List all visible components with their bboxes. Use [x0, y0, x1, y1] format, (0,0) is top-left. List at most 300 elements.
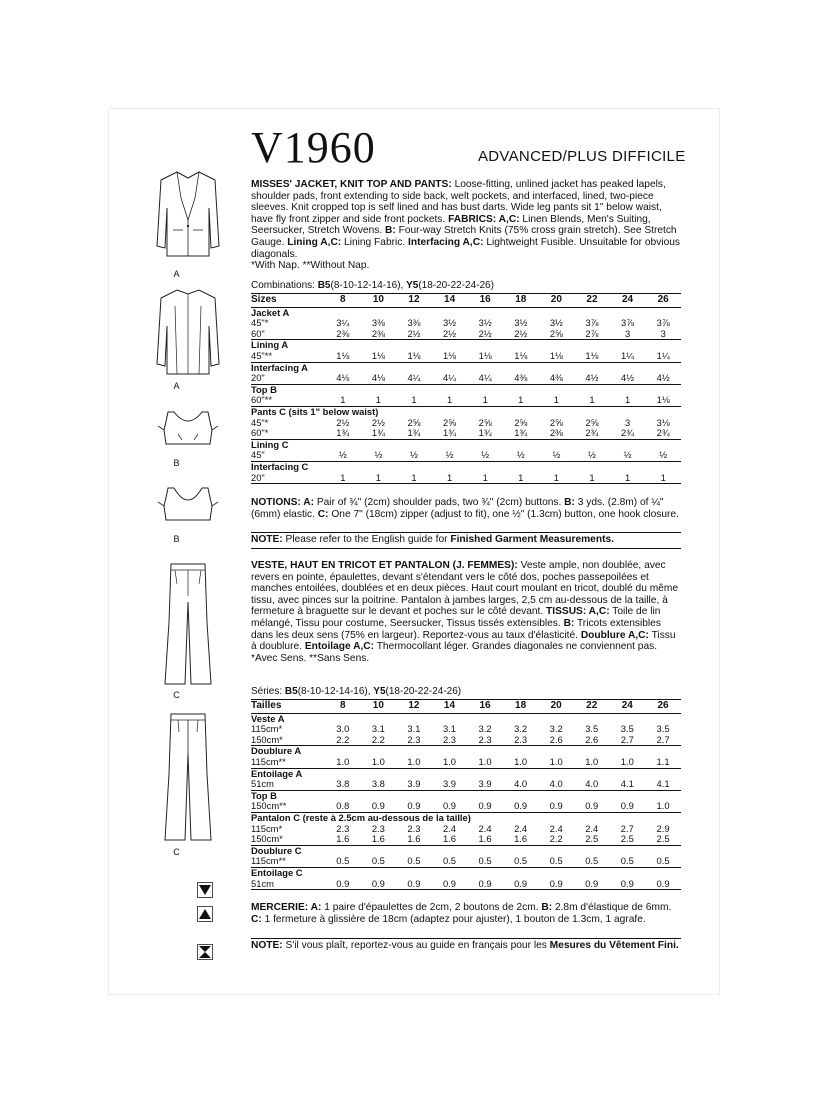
size-header-row — [251, 294, 681, 308]
yardage-cell: 2⅝ — [478, 416, 492, 428]
top-back-illustration — [145, 484, 230, 526]
yardage-cell: 1.1 — [645, 757, 681, 768]
yardage-cell: 1 — [539, 473, 575, 484]
yardage-cell: 1.0 — [538, 757, 574, 768]
fabric-width-cell: 115cm* — [251, 723, 283, 735]
section-title: Doublure C — [251, 844, 302, 856]
size-header-cell: 8 — [325, 294, 361, 308]
section-title: Lining C — [251, 438, 289, 450]
section-title: Lining A — [251, 339, 289, 351]
yardage-cell: 4⅜ — [503, 373, 539, 384]
yardage-cell: 0.9 — [467, 879, 503, 890]
section-title: Entoilage A — [251, 767, 303, 779]
yardage-cell: 4.0 — [503, 779, 539, 790]
yardage-cell: 0.5 — [610, 856, 646, 867]
size-header-cell: 20 — [538, 700, 574, 714]
section-title: Doublure A — [251, 745, 302, 757]
yardage-cell: 3.8 — [325, 779, 361, 790]
yardage-cell: 1.0 — [361, 757, 397, 768]
yardage-cell: 2½ — [371, 416, 385, 428]
yardage-cell: 1¾ — [503, 428, 539, 439]
yardage-cell: 1 — [539, 395, 575, 406]
size-header-cell: 22 — [574, 700, 610, 714]
yardage-cell: 0.9 — [574, 879, 610, 890]
yardage-cell: 1 — [503, 395, 539, 406]
section-title: Top B — [251, 789, 277, 801]
section-row — [251, 439, 681, 450]
yardage-cell: 2.6 — [574, 735, 610, 746]
yardage-cell: ½ — [325, 450, 361, 461]
yardage-cell: 3 — [645, 329, 681, 340]
yardage-cell: 1.6 — [325, 834, 361, 845]
yardage-cell: 2.2 — [325, 735, 361, 746]
yardage-cell: 2.7 — [645, 735, 681, 746]
divider — [251, 938, 681, 939]
yardage-cell: 2⅝ — [407, 416, 421, 428]
yardage-cell: 0.5 — [538, 856, 574, 867]
section-row — [251, 768, 681, 779]
table-row — [251, 473, 681, 484]
table-row — [251, 428, 681, 439]
difficulty-level: ADVANCED/PLUS DIFFICILE — [478, 148, 686, 165]
yardage-cell: ½ — [574, 450, 610, 461]
yardage-cell: 4½ — [610, 373, 646, 384]
size-header-cell: 10 — [361, 294, 397, 308]
yardage-cell: ½ — [645, 450, 681, 461]
english-combinations: Combinations: B5(8-10-12-14-16), Y5(18-20-22-24-26) — [251, 280, 494, 291]
size-header-cell: 14 — [432, 700, 468, 714]
yardage-cell: ½ — [610, 450, 646, 461]
yardage-cell: 4.0 — [574, 779, 610, 790]
divider — [251, 548, 681, 549]
illustration-label: C — [173, 847, 180, 857]
section-title: Veste A — [251, 712, 285, 724]
yardage-cell: 3.5 — [620, 723, 634, 735]
yardage-cell: 3 — [624, 416, 631, 428]
yardage-cell: 2.7 — [620, 822, 634, 834]
section-title: Entoilage C — [251, 866, 303, 878]
section-title: Top B — [251, 383, 277, 395]
yardage-cell: 1 — [574, 473, 610, 484]
jacket-back-icon — [155, 286, 221, 378]
illustration-label: C — [173, 690, 180, 700]
french-description: VESTE, HAUT EN TRICOT ET PANTALON (J. FEMMES): Veste ample, non doublée, avec revers en pointe, épaulettes, devant s'étendant vers le côté dos, poches passepoilées et manches entoilées, doublées et en deux pièces. Haut court moulant en tricot, doublé du même tissu, avec pinces sur la poitrine. Pantalon à jambes larges, 2,5 cm au-dessous de la taille, à fermeture à braguette sur le devant et poches sur le côté devant. TISSUS: A,C: Toile de lin mélangé, Tissu pour costume, Seersucker, Tissus tissés extensibles. B: Tricots extensibles dans les deux sens (75% en largeur). Reportez-vous au taux d'élasticité. Doublure A,C: Tissu à doublure. Entoilage A,C: Thermocollant léger. Grandes diagonales ne conviennent pas. *Avec Sens. **Sans Sens. — [251, 560, 678, 664]
size-header-cell: 12 — [396, 294, 432, 308]
section-row — [251, 867, 681, 878]
yardage-cell: ½ — [539, 450, 575, 461]
section-row — [251, 845, 681, 856]
section-title: Interfacing C — [251, 460, 309, 472]
yardage-cell: 2.4 — [442, 822, 456, 834]
yardage-cell: ½ — [467, 450, 503, 461]
top-back-icon — [158, 484, 218, 526]
size-header-cell: 22 — [574, 294, 610, 308]
fabric-width-cell: 60" — [251, 329, 325, 340]
french-yardage-table — [251, 699, 681, 890]
yardage-cell: 1 — [361, 395, 397, 406]
section-title: Jacket A — [251, 306, 290, 318]
table-row — [251, 418, 681, 429]
illustration-label: B — [173, 534, 180, 544]
fabric-width-cell: 45" — [251, 450, 325, 461]
fabric-width-cell: 45"* — [251, 416, 269, 428]
yardage-cell: 1.0 — [645, 801, 681, 812]
yardage-cell: 4⅛ — [325, 373, 361, 384]
yardage-cell: 0.9 — [361, 879, 397, 890]
yardage-cell: 3⅜ — [407, 317, 421, 329]
yardage-cell: 2.4 — [585, 822, 599, 834]
yardage-cell: 3.2 — [478, 723, 492, 735]
section-row — [251, 812, 681, 823]
size-header-cell: 18 — [503, 294, 539, 308]
yardage-cell: 0.8 — [325, 801, 361, 812]
yardage-cell: 2½ — [432, 329, 468, 340]
top-front-icon — [158, 408, 218, 450]
jacket-back-illustration — [145, 286, 230, 378]
yardage-cell: 1 — [432, 395, 468, 406]
size-header-cell: 26 — [645, 700, 681, 714]
yardage-cell: 2.3 — [371, 822, 385, 834]
section-row — [251, 746, 681, 757]
illustration-label: B — [173, 458, 180, 468]
yardage-cell: 2¾ — [574, 428, 610, 439]
yardage-cell: 1.6 — [432, 834, 468, 845]
yardage-cell: 1 — [574, 395, 610, 406]
english-note: NOTE: Please refer to the English guide for Finished Garment Measurements. — [251, 534, 614, 545]
nap-up-triangle-icon — [195, 904, 215, 924]
yardage-cell: 1¾ — [361, 428, 397, 439]
size-header-cell: 18 — [503, 700, 539, 714]
yardage-cell: 0.5 — [396, 856, 432, 867]
illustration-label: A — [173, 269, 180, 279]
section-title: Pantalon C (reste à 2.5cm au-dessous de la taille) — [251, 811, 471, 823]
table-row — [251, 373, 681, 384]
size-header-cell: 16 — [467, 700, 503, 714]
table-row — [251, 395, 681, 406]
section-row — [251, 406, 681, 417]
table-row — [251, 318, 681, 329]
yardage-cell: 3.0 — [336, 723, 350, 735]
table-row — [251, 735, 681, 746]
fabric-width-cell: 45"** — [251, 351, 325, 362]
yardage-cell: 0.9 — [432, 801, 468, 812]
yardage-cell: 1¾ — [432, 428, 468, 439]
table-row — [251, 779, 681, 790]
yardage-cell: 1 — [396, 473, 432, 484]
pants-back-icon — [163, 712, 213, 842]
yardage-cell: 0.9 — [574, 801, 610, 812]
yardage-cell: 1.0 — [503, 757, 539, 768]
yardage-cell: 2½ — [503, 329, 539, 340]
yardage-cell: 0.9 — [538, 879, 574, 890]
yardage-cell: ½ — [396, 450, 432, 461]
yardage-cell: 3.5 — [656, 723, 670, 735]
yardage-cell: 1 — [396, 395, 432, 406]
yardage-cell: 2⅝ — [514, 416, 528, 428]
yardage-cell: 1⅛ — [503, 351, 539, 362]
yardage-cell: 0.5 — [503, 856, 539, 867]
size-header-label: Sizes — [251, 294, 325, 308]
yardage-cell: 1.0 — [610, 757, 646, 768]
yardage-cell: 0.9 — [645, 879, 681, 890]
yardage-cell: ½ — [503, 450, 539, 461]
yardage-cell: 0.9 — [325, 879, 361, 890]
section-row — [251, 307, 681, 318]
yardage-cell: 2½ — [467, 329, 503, 340]
jacket-front-illustration — [145, 168, 230, 260]
yardage-cell: ½ — [361, 450, 397, 461]
yardage-cell: 0.9 — [396, 801, 432, 812]
yardage-cell: 3½ — [443, 317, 457, 329]
yardage-cell: 2.4 — [549, 822, 563, 834]
fabric-width-cell: 20" — [251, 373, 325, 384]
size-header-cell: 16 — [467, 294, 503, 308]
table-row — [251, 757, 681, 768]
yardage-cell: 1 — [645, 473, 681, 484]
yardage-cell: 2½ — [396, 329, 432, 340]
size-header-cell: 24 — [610, 700, 646, 714]
yardage-cell: 1.0 — [432, 757, 468, 768]
yardage-cell: 3½ — [478, 317, 492, 329]
english-yardage-table — [251, 293, 681, 484]
yardage-cell: 3.9 — [467, 779, 503, 790]
fabric-width-cell: 150cm** — [251, 801, 325, 812]
yardage-cell: 3⅛ — [656, 416, 670, 428]
size-header-cell: 24 — [610, 294, 646, 308]
pants-front-icon — [163, 562, 213, 686]
yardage-cell: 2.5 — [574, 834, 610, 845]
yardage-cell: 3.8 — [361, 779, 397, 790]
top-front-illustration — [145, 408, 230, 450]
yardage-cell: 4½ — [574, 373, 610, 384]
yardage-cell: 0.9 — [610, 879, 646, 890]
yardage-cell: 4¼ — [396, 373, 432, 384]
size-header-cell: 20 — [539, 294, 575, 308]
yardage-cell: 3.1 — [371, 723, 385, 735]
yardage-cell: 3.2 — [514, 723, 528, 735]
yardage-cell: 3½ — [549, 317, 563, 329]
yardage-cell: 2.4 — [514, 822, 528, 834]
yardage-cell: 1 — [361, 473, 397, 484]
yardage-cell: 4⅜ — [539, 373, 575, 384]
yardage-cell: 4¼ — [467, 373, 503, 384]
yardage-cell: 0.9 — [396, 879, 432, 890]
nap-down-triangle-icon — [195, 880, 215, 900]
jacket-front-icon — [155, 168, 221, 260]
fabric-width-cell: 60"* — [251, 428, 325, 439]
section-row — [251, 461, 681, 472]
yardage-cell: 4.1 — [610, 779, 646, 790]
section-title: Pants C (sits 1" below waist) — [251, 405, 379, 417]
yardage-cell: 3.5 — [585, 723, 599, 735]
yardage-cell: 0.5 — [645, 856, 681, 867]
pattern-number: V1960 — [251, 123, 376, 172]
pants-front-illustration — [145, 562, 230, 686]
yardage-cell: 1.6 — [503, 834, 539, 845]
fabric-width-cell: 20" — [251, 473, 325, 484]
yardage-cell: 1¼ — [610, 351, 646, 362]
yardage-cell: 3.1 — [442, 723, 456, 735]
yardage-cell: 1⅛ — [432, 351, 468, 362]
yardage-cell: 1 — [610, 395, 646, 406]
yardage-cell: 3 — [610, 329, 646, 340]
yardage-cell: 3.1 — [407, 723, 421, 735]
pants-back-illustration — [145, 712, 230, 842]
yardage-cell: 1¼ — [645, 351, 681, 362]
english-description: MISSES' JACKET, KNIT TOP AND PANTS: Loose-fitting, unlined jacket has peaked lapels, shoulder pads, front extending to side back, welt pockets, and interfaced, lined, two-piece sleeves. Knit cropped top is self lined and has bust darts. Wide leg pants sit 1" below waist, have fly front zipper and side front pockets. FABRICS: A,C: Linen Blends, Men's Suiting, Seersucker, Stretch Wovens. B: Four-way Stretch Knits (75% cross grain stretch). See Stretch Gauge. Lining A,C: Lining Fabric. Interfacing A,C: Lightweight Fusible. Unsuitable for obvious diagonals. *With Nap. **Without Nap. — [251, 179, 681, 272]
yardage-cell: 2.5 — [645, 834, 681, 845]
yardage-cell: 2½ — [336, 416, 350, 428]
yardage-cell: 1 — [325, 395, 361, 406]
yardage-cell: 0.9 — [503, 801, 539, 812]
yardage-cell: 3.2 — [549, 723, 563, 735]
yardage-cell: 2⅝ — [443, 416, 457, 428]
yardage-cell: 1.6 — [361, 834, 397, 845]
yardage-cell: 0.5 — [467, 856, 503, 867]
section-title: Interfacing A — [251, 361, 308, 373]
size-header-cell: 14 — [432, 294, 468, 308]
yardage-cell: 3½ — [514, 317, 528, 329]
yardage-cell: 3⅞ — [621, 317, 635, 329]
fabric-width-cell: 115cm** — [251, 757, 325, 768]
table-row — [251, 450, 681, 461]
size-header-cell: 8 — [325, 700, 361, 714]
yardage-cell: 2⅞ — [574, 329, 610, 340]
french-note: NOTE: S'il vous plaît, reportez-vous au guide en français pour les Mesures du Vêtement Fini. — [251, 940, 679, 951]
yardage-cell: 2.3 — [336, 822, 350, 834]
fabric-width-cell: 45"* — [251, 317, 269, 329]
yardage-cell: ½ — [432, 450, 468, 461]
yardage-cell: 0.5 — [574, 856, 610, 867]
yardage-cell: 1 — [503, 473, 539, 484]
yardage-cell: 1⅛ — [361, 351, 397, 362]
yardage-cell: 2.3 — [407, 822, 421, 834]
yardage-cell: 0.9 — [610, 801, 646, 812]
yardage-cell: 1⅛ — [539, 351, 575, 362]
english-notions: NOTIONS: A: Pair of ¾" (2cm) shoulder pads, two ¾" (2cm) buttons. B: 3 yds. (2.8m) of ¼" (6mm) elastic. C: One 7" (18cm) zipper (adjust to fit), one ½" (1.3cm) button, one hook closure. — [251, 497, 679, 520]
yardage-cell: 1 — [467, 473, 503, 484]
yardage-cell: 4.1 — [645, 779, 681, 790]
yardage-cell: 0.5 — [432, 856, 468, 867]
size-header-label: Tailles — [251, 700, 325, 714]
yardage-cell: 1⅛ — [467, 351, 503, 362]
yardage-cell: 0.9 — [361, 801, 397, 812]
yardage-cell: 0.9 — [432, 879, 468, 890]
yardage-cell: 1⅛ — [325, 351, 361, 362]
yardage-cell: 1.0 — [574, 757, 610, 768]
table-row — [251, 329, 681, 340]
yardage-cell: 2.6 — [538, 735, 574, 746]
table-row — [251, 856, 681, 867]
section-row — [251, 713, 681, 724]
table-row — [251, 824, 681, 835]
yardage-cell: 1.6 — [467, 834, 503, 845]
yardage-cell: 0.5 — [361, 856, 397, 867]
fabric-width-cell: 150cm* — [251, 735, 325, 746]
yardage-cell: 2.7 — [610, 735, 646, 746]
fabric-width-cell: 150cm* — [251, 834, 325, 845]
table-row — [251, 879, 681, 890]
yardage-cell: 2.2 — [538, 834, 574, 845]
size-header-cell: 10 — [361, 700, 397, 714]
section-row — [251, 340, 681, 351]
table-row — [251, 801, 681, 812]
yardage-cell: 2⅜ — [325, 329, 361, 340]
yardage-cell: 2.3 — [432, 735, 468, 746]
yardage-cell: 2.5 — [610, 834, 646, 845]
yardage-cell: 2.9 — [656, 822, 670, 834]
section-row — [251, 790, 681, 801]
yardage-cell: 2⅜ — [361, 329, 397, 340]
fabric-width-cell: 51cm — [251, 779, 325, 790]
table-row — [251, 724, 681, 735]
yardage-cell: 0.9 — [538, 801, 574, 812]
yardage-cell: 2¾ — [645, 428, 681, 439]
yardage-cell: 1 — [432, 473, 468, 484]
fabric-width-cell: 115cm* — [251, 822, 283, 834]
yardage-cell: 1.0 — [467, 757, 503, 768]
yardage-cell: 3¼ — [336, 317, 350, 329]
french-combinations: Séries: B5(8-10-12-14-16), Y5(18-20-22-24-26) — [251, 686, 462, 697]
yardage-cell: 2⅝ — [539, 329, 575, 340]
yardage-cell: 1⅛ — [574, 351, 610, 362]
yardage-cell: 1.0 — [325, 757, 361, 768]
yardage-cell: 0.5 — [325, 856, 361, 867]
yardage-cell: 1⅛ — [645, 395, 681, 406]
yardage-cell: 2.3 — [467, 735, 503, 746]
yardage-cell: 1.6 — [396, 834, 432, 845]
yardage-cell: 2⅜ — [539, 428, 575, 439]
yardage-cell: 3⅞ — [656, 317, 670, 329]
yardage-cell: 1 — [325, 473, 361, 484]
size-header-cell: 12 — [396, 700, 432, 714]
yardage-cell: 4½ — [645, 373, 681, 384]
yardage-cell: 2.3 — [503, 735, 539, 746]
yardage-cell: 0.9 — [503, 879, 539, 890]
yardage-cell: 2⅝ — [585, 416, 599, 428]
yardage-cell: 2¾ — [610, 428, 646, 439]
yardage-cell: 2.4 — [478, 822, 492, 834]
yardage-cell: 4¼ — [432, 373, 468, 384]
section-row — [251, 362, 681, 373]
table-row — [251, 351, 681, 362]
french-notions: MERCERIE: A: 1 paire d'épaulettes de 2cm, 2 boutons de 2cm. B: 2.8m d'élastique de 6mm. C: 1 fermeture à glissière de 18cm (adaptez pour ajuster), 1 bouton de 1.3cm, 1 agrafe. — [251, 902, 672, 925]
without-nap-hourglass-icon — [195, 942, 215, 962]
table-row — [251, 834, 681, 845]
yardage-cell: 2.3 — [396, 735, 432, 746]
fabric-width-cell: 115cm** — [251, 856, 325, 867]
yardage-cell: 4⅛ — [361, 373, 397, 384]
illustration-label: A — [173, 381, 180, 391]
section-row — [251, 384, 681, 395]
fabric-width-cell: 51cm — [251, 879, 325, 890]
yardage-cell: 1¾ — [325, 428, 361, 439]
yardage-cell: 3.9 — [432, 779, 468, 790]
yardage-cell: 1⅛ — [396, 351, 432, 362]
yardage-cell: 1¾ — [396, 428, 432, 439]
yardage-cell: 2⅝ — [549, 416, 563, 428]
fabric-width-cell: 60"** — [251, 395, 325, 406]
yardage-cell: 3.9 — [396, 779, 432, 790]
yardage-cell: 4.0 — [538, 779, 574, 790]
size-header-row — [251, 700, 681, 714]
size-header-cell: 26 — [645, 294, 681, 308]
yardage-cell: 1.0 — [396, 757, 432, 768]
yardage-cell: 1 — [610, 473, 646, 484]
yardage-cell: 3⅞ — [585, 317, 599, 329]
divider — [251, 532, 681, 533]
yardage-cell: 3⅜ — [371, 317, 385, 329]
